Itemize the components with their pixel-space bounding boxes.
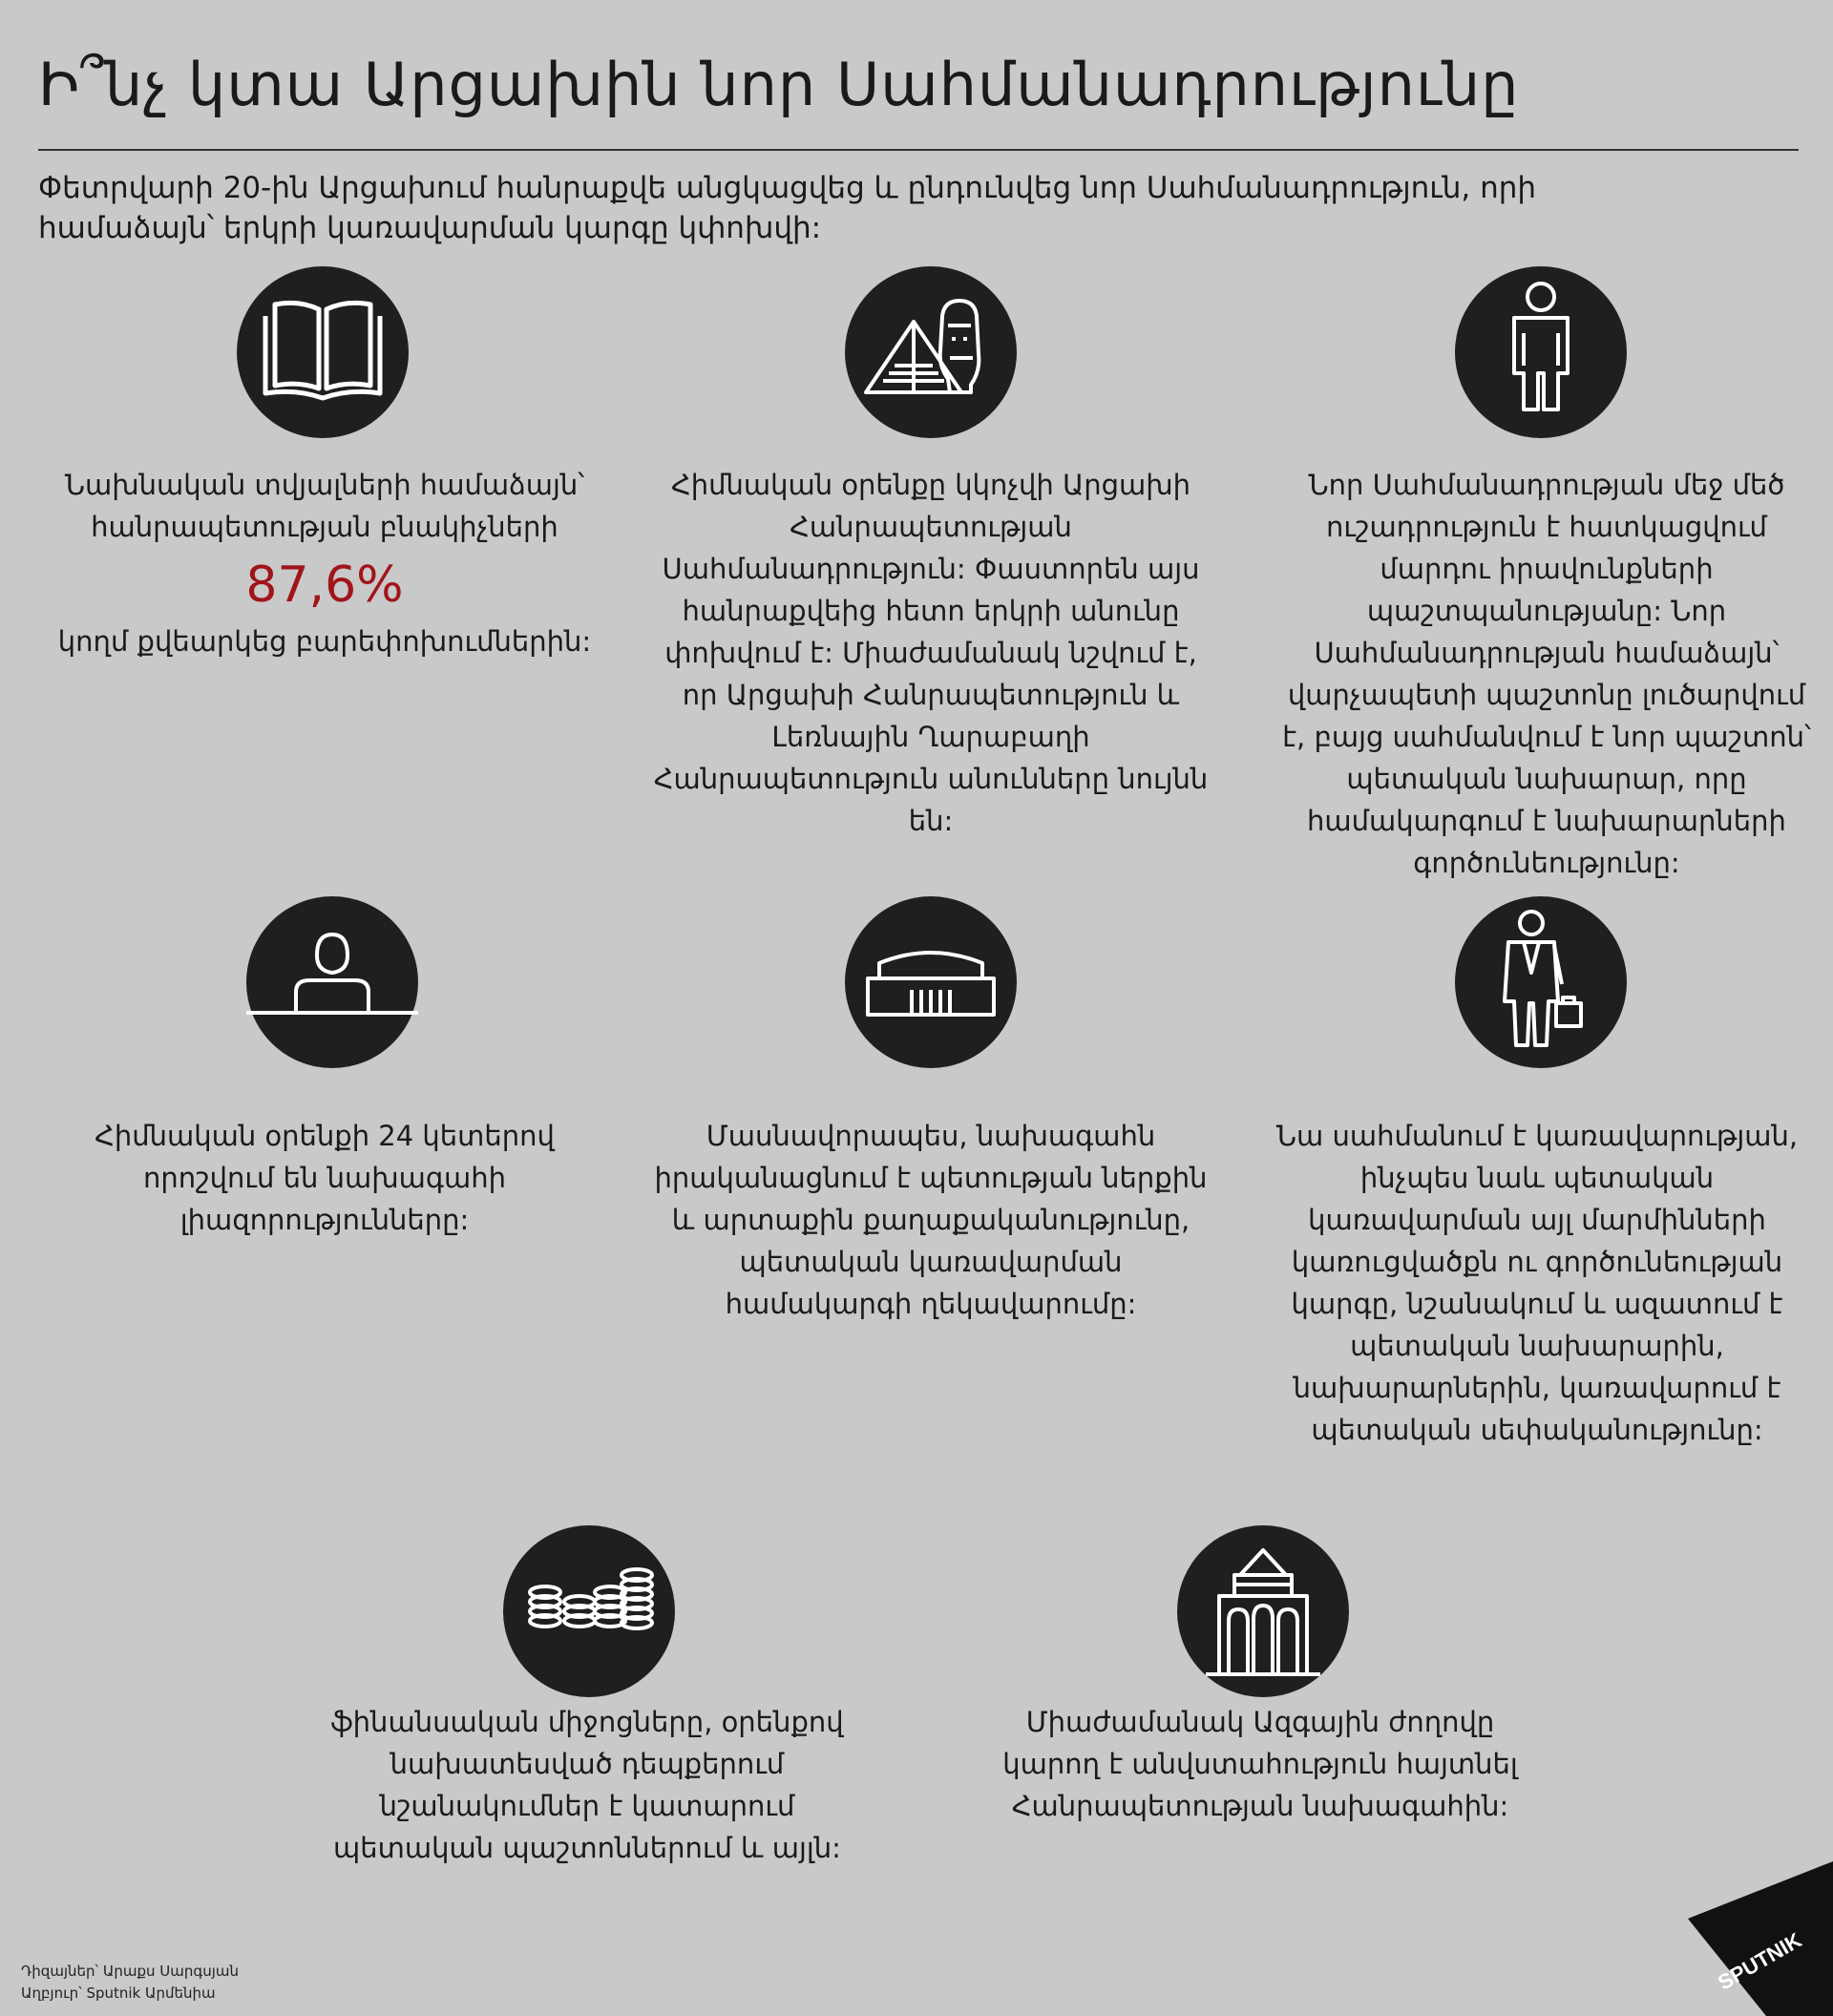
page-title: Ի՞նչ կտա Արցախին նոր Սահմանադրությունը bbox=[38, 50, 1520, 119]
source-credit: Աղբյուր՝ Sputnik Արմենիա bbox=[21, 1984, 216, 2002]
title-divider bbox=[38, 149, 1799, 151]
open-book-icon bbox=[237, 266, 409, 438]
government-building-icon bbox=[845, 896, 1017, 1068]
block-8-text: Միաժամանակ Ազգային ժողովը կարող է անվստահություն հայտնել Հանրապետության նախագահին: bbox=[1002, 1706, 1518, 1822]
we-are-our-mountains-monument-icon bbox=[845, 266, 1017, 438]
block-6-text: Նա սահմանում է կառավարության, ինչպես նաև պետական կառավարման այլ մարմինների կառուցվածքն ու գործունեության կարգը, նշանակում և ազատում է պետական նախարարին, նախարարներին, կառավարում է պետական սեփականությունը: bbox=[1275, 1120, 1799, 1446]
coin-stacks-icon bbox=[503, 1525, 675, 1697]
block-4-text: Հիմնական օրենքի 24 կետերով որոշվում են նախագահի լիազորությունները: bbox=[95, 1120, 555, 1236]
block-2-text: Հիմնական օրենքը կկոչվի Արցախի Հանրապետության Սահմանադրություն: Փաստորեն այս հանրաքվեից հետո երկրի անունը փոխվում է: Միաժամանակ նշվում է, որ Արցախի Հանրապետություն և Լեռնային Ղարաբաղի Հանրապետություն անունները նույնն են: bbox=[653, 469, 1209, 837]
block-7-text: ֆինանսական միջոցները, օրենքով նախատեսված դեպքերում նշանակումներ է կատարում պետական պաշտոններում և այլն: bbox=[330, 1706, 844, 1864]
sputnik-logo-text: SPUTNIK bbox=[1714, 1927, 1806, 1995]
credits bbox=[21, 1961, 239, 2005]
person-at-desk-icon bbox=[246, 896, 418, 1068]
block-1-text-before: Նախնական տվյալների համաձայն՝ հանրապետության բնակիչների bbox=[64, 469, 585, 543]
block-1-text bbox=[38, 464, 611, 662]
designer-credit: Դիզայներ՝ Արաքս Սարգսյան bbox=[21, 1963, 239, 1980]
parliament-building-icon bbox=[1177, 1525, 1349, 1697]
businessman-briefcase-icon bbox=[1455, 896, 1627, 1068]
standing-man-icon bbox=[1455, 266, 1627, 438]
vote-percentage: 87,6% bbox=[245, 556, 404, 614]
sputnik-logo bbox=[1688, 1861, 1833, 2016]
block-3-text: Նոր Սահմանադրության մեջ մեծ ուշադրություն է հատկացվում մարդու իրավունքների պաշտպանությանը: Նոր Սահմանադրության համաձայն՝ վարչապետի պաշտոնը լուծարվում է, բայց սահմանվում է նոր պաշտոն՝ պետական նախարար, որը համակարգում է նախարարների գործունեությունը: bbox=[1282, 469, 1811, 879]
block-5-text: Մասնավորապես, նախագահն իրականացնում է պետության ներքին և արտաքին քաղաքականությունը, պետական կառավարման համակարգի ղեկավարումը: bbox=[654, 1120, 1208, 1320]
block-1-text-after: կողմ քվեարկեց բարեփոխումներին: bbox=[57, 625, 592, 658]
intro-text: Փետրվարի 20-ին Արցախում հանրաքվե անցկացվեց և ընդունվեց նոր Սահմանադրություն, որի համաձայն՝ երկրի կառավարման կարգը կփոխվի: bbox=[38, 171, 1537, 245]
